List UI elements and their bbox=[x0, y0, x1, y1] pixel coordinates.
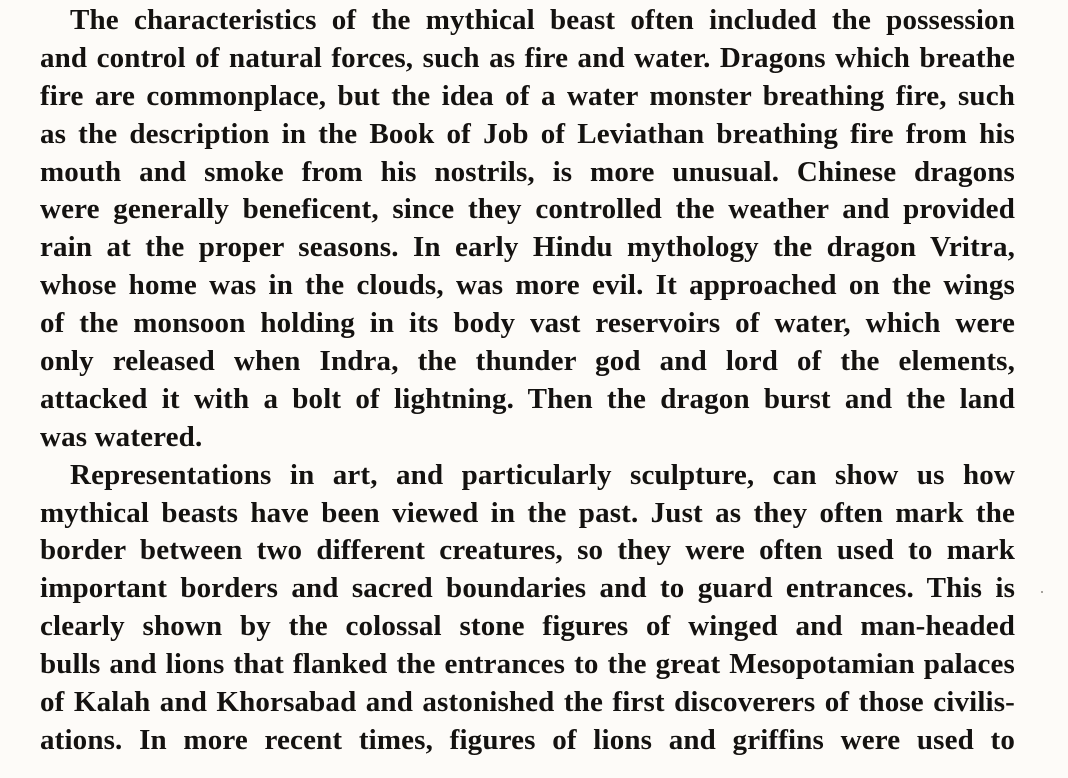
text-line: The characteristics of the mythical beast often included the possession bbox=[70, 4, 1015, 36]
text-line: of Kalah and Khorsabad and astonished the first discoverers of those civilis- bbox=[40, 686, 1015, 719]
text-line: attacked it with a bolt of lightning. Then the dragon burst and the land bbox=[40, 382, 1015, 415]
text-line: rain at the proper seasons. In early Hindu mythology the dragon Vritra, bbox=[40, 231, 1015, 264]
text-line: border between two different creatures, so they were often used to mark bbox=[40, 534, 1015, 567]
scan-speck bbox=[1041, 591, 1043, 593]
text-line: fire are commonplace, but the idea of a water monster breathing fire, such bbox=[40, 79, 1015, 112]
text-line: mouth and smoke from his nostrils, is more unusual. Chinese dragons bbox=[40, 155, 1015, 188]
text-line: of the monsoon holding in its body vast reservoirs of water, which were bbox=[40, 307, 1015, 340]
text-line: whose home was in the clouds, was more evil. It approached on the wings bbox=[40, 269, 1015, 302]
text-line: Representations in art, and particularly sculpture, can show us how bbox=[70, 458, 1015, 491]
paragraph-1 bbox=[40, 2, 1015, 457]
text-line: only released when Indra, the thunder god and lord of the elements, bbox=[40, 345, 1015, 378]
body-text bbox=[40, 2, 1015, 760]
paragraph-2 bbox=[40, 457, 1015, 760]
text-line: clearly shown by the colossal stone figures of winged and man-headed bbox=[40, 610, 1015, 643]
text-line: and control of natural forces, such as fire and water. Dragons which breathe bbox=[40, 41, 1015, 74]
text-line: mythical beasts have been viewed in the past. Just as they often mark the bbox=[40, 496, 1015, 529]
text-line: bulls and lions that flanked the entrances to the great Mesopotamian palaces bbox=[40, 648, 1015, 681]
text-line: as the description in the Book of Job of Leviathan breathing fire from his bbox=[40, 117, 1015, 150]
text-line: ations. In more recent times, figures of lions and griffins were used to bbox=[40, 723, 1015, 756]
text-line: was watered. bbox=[40, 420, 203, 453]
text-line: important borders and sacred boundaries and to guard entrances. This is bbox=[40, 572, 1015, 605]
text-line: were generally beneficent, since they controlled the weather and provided bbox=[40, 193, 1015, 226]
